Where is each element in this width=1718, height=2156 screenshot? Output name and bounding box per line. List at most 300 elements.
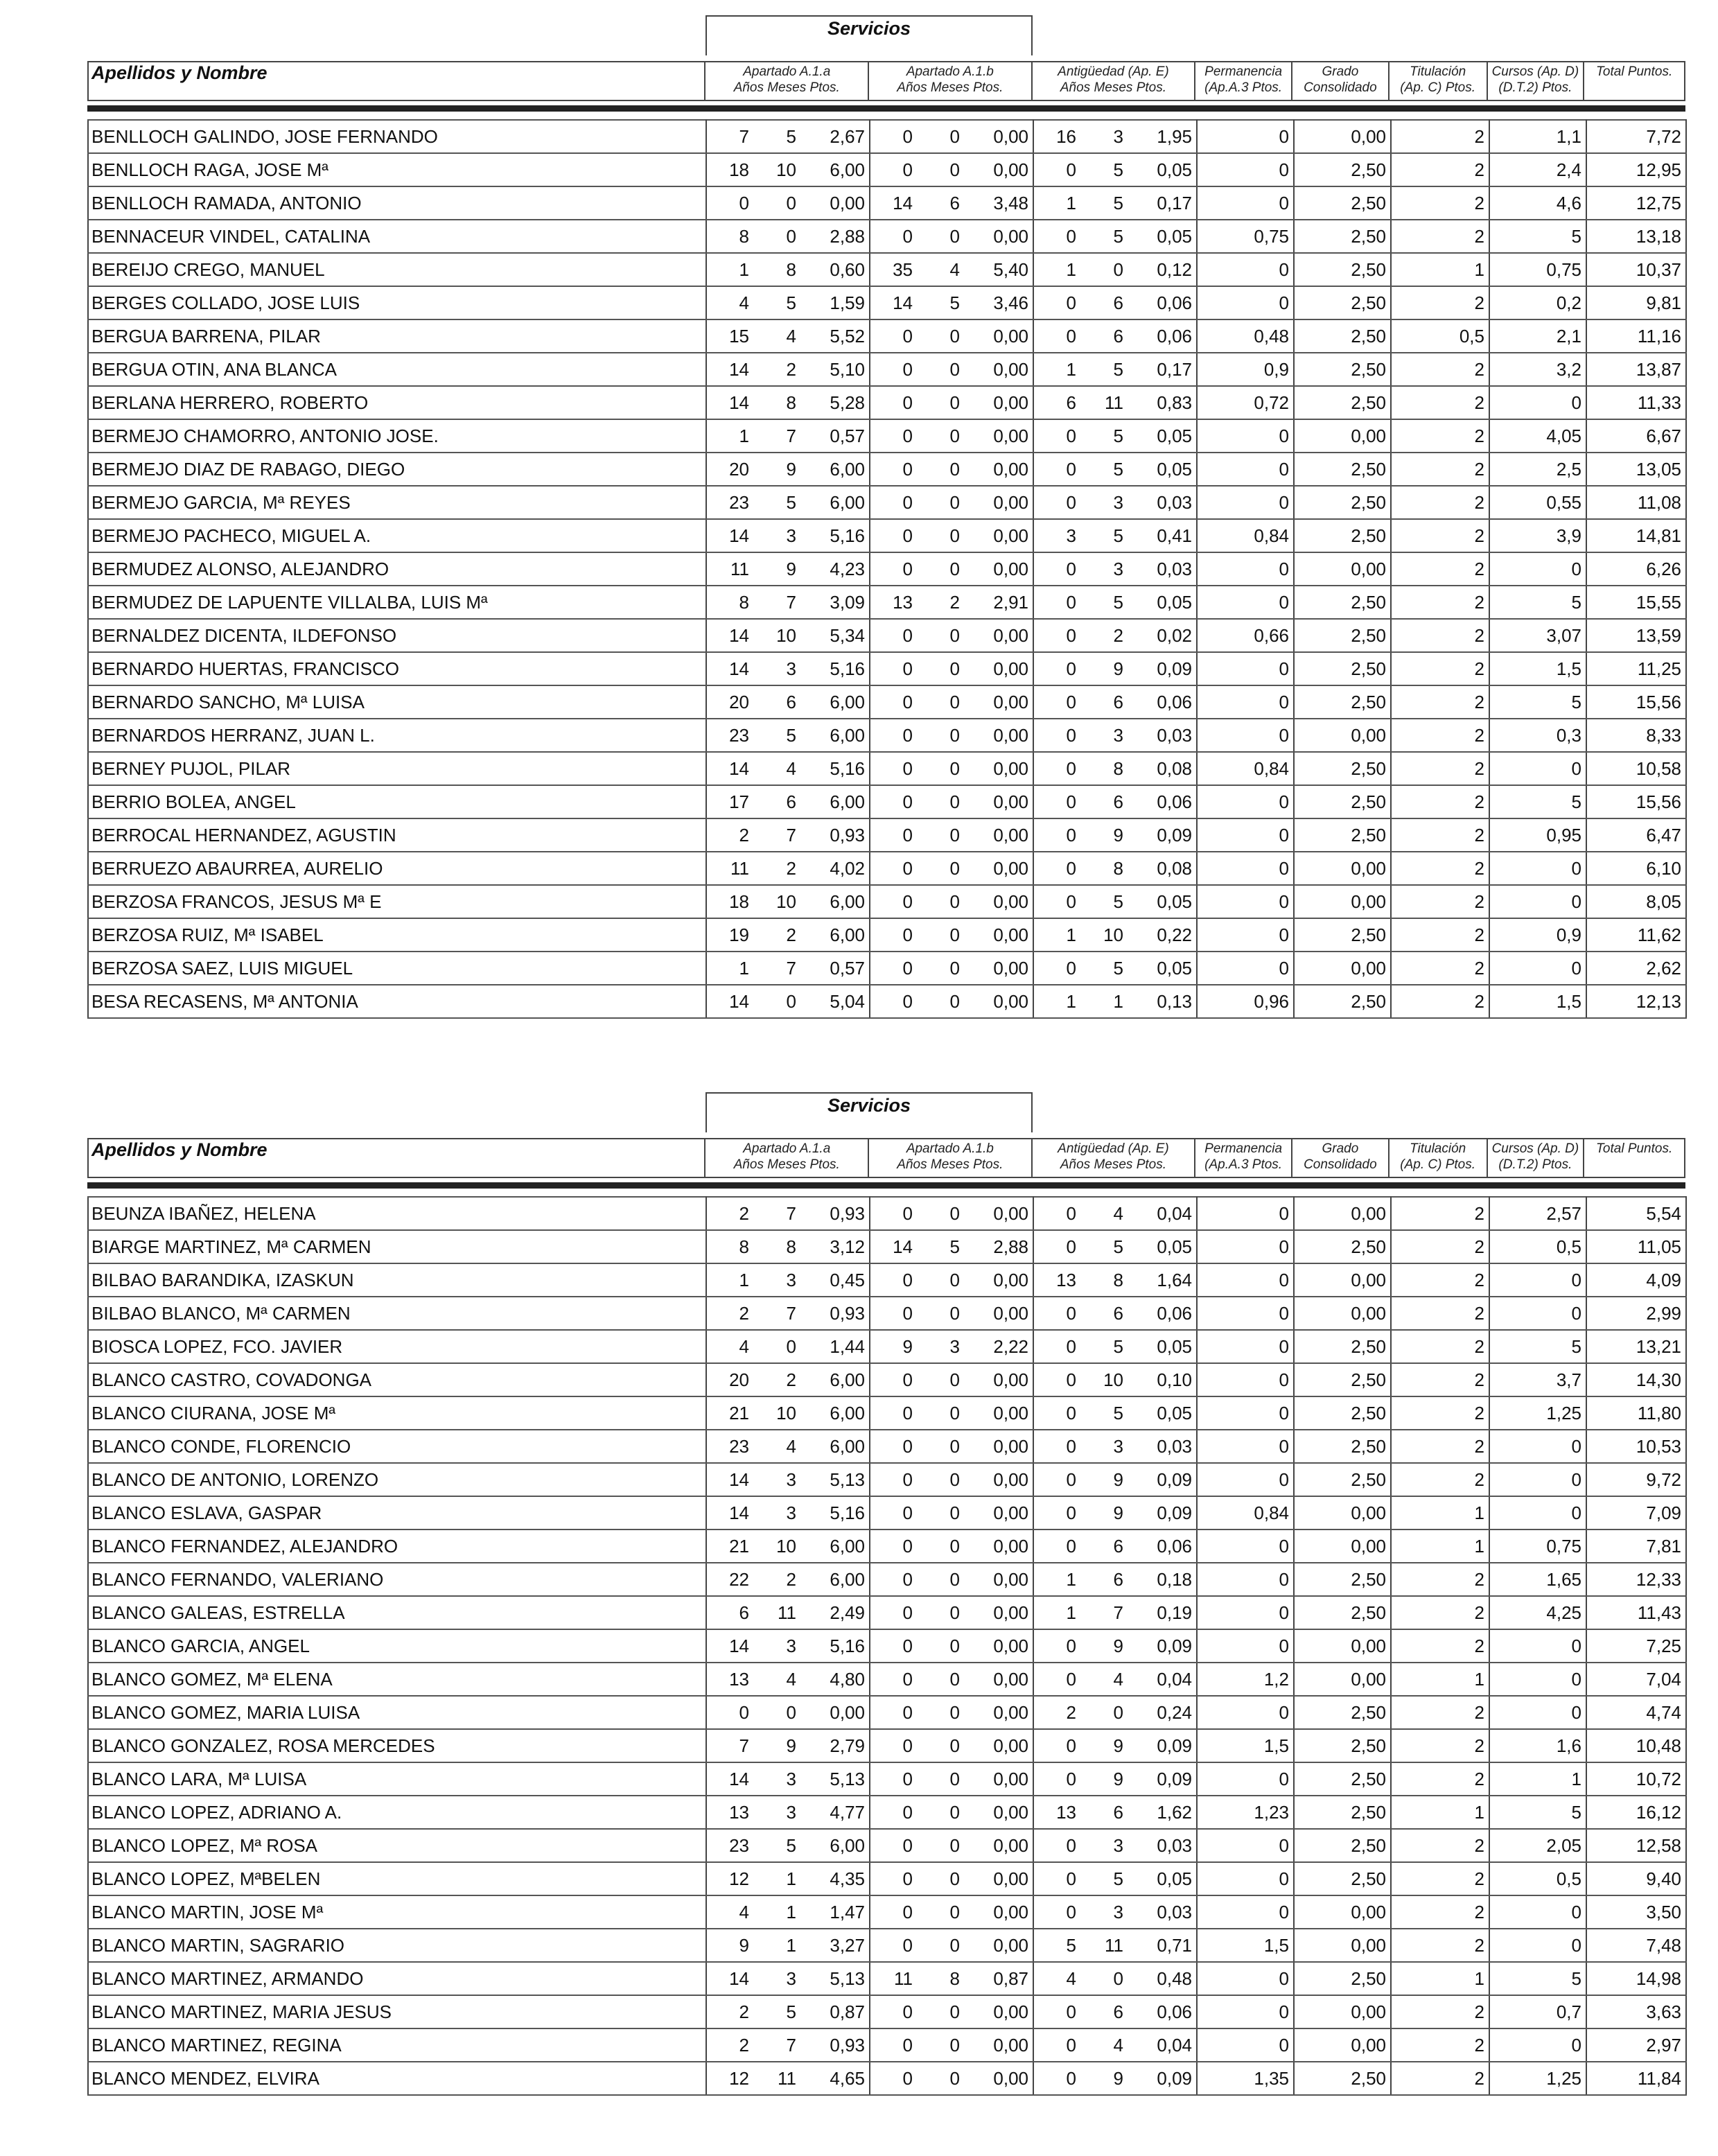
cell-name: BLANCO CONDE, FLORENCIO [88,1430,706,1463]
cell-cursos: 5 [1489,685,1586,719]
cell-a1b-ptos: 2,22 [964,1330,1033,1363]
cell-a1b-anos: 0 [870,1696,917,1729]
cell-name: BERMUDEZ DE LAPUENTE VILLALBA, LUIS Mª [88,586,706,619]
cell-a1b-meses: 0 [917,1463,964,1496]
cell-permanencia: 0,84 [1197,1496,1294,1530]
cell-permanencia: 1,2 [1197,1663,1294,1696]
cell-ant-ptos: 0,03 [1128,486,1197,519]
cell-total: 8,33 [1586,719,1686,752]
cell-a1a-anos: 21 [706,1530,753,1563]
cell-name: BLANCO FERNANDEZ, ALEJANDRO [88,1530,706,1563]
cell-a1b-meses: 0 [917,1297,964,1330]
cell-ant-meses: 5 [1080,153,1128,186]
table-row [88,2028,1686,2062]
cell-a1b-meses: 0 [917,552,964,586]
cell-a1a-meses: 10 [753,1396,800,1430]
cell-a1a-ptos: 6,00 [800,1530,870,1563]
cell-total: 6,47 [1586,818,1686,852]
cell-a1a-anos: 23 [706,1829,753,1862]
cell-ant-meses: 9 [1080,818,1128,852]
cell-ant-ptos: 1,64 [1128,1263,1197,1297]
cell-ant-meses: 3 [1080,1895,1128,1929]
cell-grado: 2,50 [1294,1596,1391,1629]
cell-a1a-meses: 7 [753,586,800,619]
cell-permanencia: 0 [1197,785,1294,818]
cell-titulacion: 2 [1391,186,1489,220]
cell-titulacion: 2 [1391,586,1489,619]
cell-name: BLANCO MARTIN, JOSE Mª [88,1895,706,1929]
cell-ant-anos: 1 [1033,1563,1080,1596]
cell-a1b-ptos: 0,00 [964,220,1033,253]
cell-a1b-ptos: 5,40 [964,253,1033,286]
cell-total: 13,05 [1586,453,1686,486]
cell-a1a-meses: 5 [753,1829,800,1862]
cell-total: 10,53 [1586,1430,1686,1463]
cell-name: BIOSCA LOPEZ, FCO. JAVIER [88,1330,706,1363]
cell-a1a-anos: 13 [706,1663,753,1696]
cell-ant-ptos: 0,06 [1128,319,1197,353]
cell-total: 7,72 [1586,120,1686,153]
cell-a1a-anos: 14 [706,519,753,552]
cell-permanencia: 0 [1197,253,1294,286]
cell-a1b-anos: 0 [870,1762,917,1796]
cell-a1b-anos: 0 [870,519,917,552]
cell-ant-ptos: 0,05 [1128,453,1197,486]
cell-cursos: 0,5 [1489,1862,1586,1895]
cell-ant-anos: 0 [1033,752,1080,785]
cell-ant-meses: 9 [1080,2062,1128,2095]
table-row [88,818,1686,852]
cell-ant-ptos: 0,05 [1128,220,1197,253]
cell-name: BERNEY PUJOL, PILAR [88,752,706,785]
cell-grado: 2,50 [1294,752,1391,785]
cell-cursos: 1,65 [1489,1563,1586,1596]
cell-a1b-meses: 0 [917,319,964,353]
cell-a1a-ptos: 6,00 [800,1396,870,1430]
cell-ant-anos: 0 [1033,952,1080,985]
cell-a1b-meses: 3 [917,1330,964,1363]
cell-grado: 2,50 [1294,1796,1391,1829]
cell-a1b-meses: 6 [917,186,964,220]
cell-a1a-ptos: 0,00 [800,1696,870,1729]
table-row [88,1330,1686,1363]
cell-a1a-meses: 10 [753,1530,800,1563]
cell-name: BERZOSA FRANCOS, JESUS Mª E [88,885,706,918]
cell-a1a-meses: 10 [753,153,800,186]
cell-titulacion: 2 [1391,353,1489,386]
cell-grado: 2,50 [1294,153,1391,186]
cell-a1b-ptos: 0,00 [964,453,1033,486]
cell-name: BERMEJO GARCIA, Mª REYES [88,486,706,519]
cell-a1a-ptos: 6,00 [800,1430,870,1463]
cell-cursos: 4,6 [1489,186,1586,220]
cell-permanencia: 0 [1197,586,1294,619]
cell-a1b-anos: 0 [870,985,917,1018]
cell-titulacion: 2 [1391,719,1489,752]
table-row [88,1663,1686,1696]
cell-titulacion: 2 [1391,619,1489,652]
cell-titulacion: 0,5 [1391,319,1489,353]
cell-ant-meses: 6 [1080,286,1128,319]
cell-titulacion: 2 [1391,286,1489,319]
cell-a1b-ptos: 0,00 [964,852,1033,885]
cell-ant-anos: 4 [1033,1962,1080,1995]
cell-a1b-ptos: 0,00 [964,386,1033,419]
cell-ant-meses: 3 [1080,552,1128,586]
cell-a1a-ptos: 6,00 [800,1363,870,1396]
cell-a1a-anos: 12 [706,2062,753,2095]
cell-a1a-anos: 14 [706,652,753,685]
cell-a1b-ptos: 0,00 [964,1563,1033,1596]
cell-ant-meses: 6 [1080,685,1128,719]
cell-ant-anos: 0 [1033,220,1080,253]
cell-a1a-ptos: 5,16 [800,752,870,785]
cell-cursos: 1,25 [1489,1396,1586,1430]
cell-cursos: 3,7 [1489,1363,1586,1396]
cell-ant-ptos: 0,03 [1128,552,1197,586]
cell-grado: 0,00 [1294,1663,1391,1696]
cell-a1b-anos: 0 [870,1430,917,1463]
cell-a1a-anos: 18 [706,885,753,918]
cell-ant-anos: 0 [1033,1862,1080,1895]
header-grado: Grado Consolidado [1292,62,1390,100]
cell-a1a-meses: 5 [753,486,800,519]
table-row [88,419,1686,453]
cell-a1a-meses: 3 [753,1762,800,1796]
cell-name: BERGUA BARRENA, PILAR [88,319,706,353]
cell-a1b-anos: 0 [870,1895,917,1929]
header-name: Apellidos y Nombre [89,62,705,100]
cell-permanencia: 0 [1197,1463,1294,1496]
cell-cursos: 4,25 [1489,1596,1586,1629]
cell-cursos: 1,25 [1489,2062,1586,2095]
cell-a1b-meses: 0 [917,985,964,1018]
cell-a1a-meses: 5 [753,286,800,319]
cell-name: BENLLOCH RAMADA, ANTONIO [88,186,706,220]
cell-a1a-anos: 14 [706,1463,753,1496]
header-cursos: Cursos (Ap. D) (D.T.2) Ptos. [1488,1139,1585,1177]
cell-a1b-anos: 0 [870,453,917,486]
cell-a1b-anos: 0 [870,1862,917,1895]
cell-ant-anos: 0 [1033,1297,1080,1330]
table-row [88,685,1686,719]
cell-ant-anos: 0 [1033,1762,1080,1796]
cell-a1b-meses: 0 [917,1762,964,1796]
cell-a1b-meses: 0 [917,885,964,918]
cell-ant-meses: 5 [1080,586,1128,619]
table-row [88,253,1686,286]
cell-a1b-ptos: 0,00 [964,2062,1033,2095]
cell-a1a-meses: 0 [753,186,800,220]
cell-a1b-anos: 0 [870,1563,917,1596]
cell-name: BLANCO MARTINEZ, MARIA JESUS [88,1995,706,2028]
cell-ant-ptos: 0,04 [1128,1197,1197,1230]
cell-grado: 2,50 [1294,1862,1391,1895]
cell-permanencia: 0 [1197,1563,1294,1596]
cell-ant-anos: 0 [1033,453,1080,486]
cell-a1b-meses: 0 [917,153,964,186]
table-row [88,785,1686,818]
cell-grado: 0,00 [1294,1297,1391,1330]
header-cursos: Cursos (Ap. D) (D.T.2) Ptos. [1488,62,1585,100]
cell-name: BERRUEZO ABAURREA, AURELIO [88,852,706,885]
cell-ant-meses: 9 [1080,1496,1128,1530]
cell-grado: 0,00 [1294,2028,1391,2062]
cell-cursos: 0 [1489,552,1586,586]
cell-permanencia: 0 [1197,1330,1294,1363]
cell-a1b-anos: 0 [870,419,917,453]
cell-titulacion: 2 [1391,1762,1489,1796]
cell-ant-meses: 3 [1080,120,1128,153]
cell-a1a-anos: 14 [706,386,753,419]
cell-ant-ptos: 0,05 [1128,1396,1197,1430]
cell-total: 10,72 [1586,1762,1686,1796]
cell-a1b-ptos: 0,00 [964,885,1033,918]
cell-ant-meses: 5 [1080,1330,1128,1363]
cell-a1b-ptos: 0,00 [964,1297,1033,1330]
cell-a1a-ptos: 6,00 [800,486,870,519]
cell-permanencia: 1,5 [1197,1729,1294,1762]
cell-permanencia: 0 [1197,1430,1294,1463]
cell-titulacion: 2 [1391,1430,1489,1463]
cell-grado: 2,50 [1294,486,1391,519]
header-divider [87,1182,1685,1189]
cell-a1b-meses: 0 [917,220,964,253]
cell-ant-anos: 0 [1033,1363,1080,1396]
cell-ant-meses: 5 [1080,220,1128,253]
cell-titulacion: 2 [1391,952,1489,985]
cell-ant-ptos: 0,09 [1128,1629,1197,1663]
cell-a1a-ptos: 4,65 [800,2062,870,2095]
cell-cursos: 4,05 [1489,419,1586,453]
table-row [88,1463,1686,1496]
cell-a1a-ptos: 5,10 [800,353,870,386]
cell-name: BLANCO FERNANDO, VALERIANO [88,1563,706,1596]
cell-ant-meses: 4 [1080,1663,1128,1696]
cell-ant-ptos: 0,06 [1128,1530,1197,1563]
cell-titulacion: 2 [1391,818,1489,852]
cell-a1b-meses: 0 [917,852,964,885]
cell-permanencia: 0 [1197,120,1294,153]
table-row [88,752,1686,785]
cell-ant-anos: 3 [1033,519,1080,552]
table-row [88,1563,1686,1596]
cell-titulacion: 2 [1391,486,1489,519]
table-row [88,1629,1686,1663]
table-row [88,552,1686,586]
cell-total: 11,25 [1586,652,1686,685]
cell-a1b-meses: 0 [917,1929,964,1962]
cell-name: BERROCAL HERNANDEZ, AGUSTIN [88,818,706,852]
cell-a1b-anos: 0 [870,818,917,852]
cell-a1a-anos: 23 [706,1430,753,1463]
cell-permanencia: 0 [1197,1995,1294,2028]
cell-a1b-meses: 0 [917,752,964,785]
cell-permanencia: 0,72 [1197,386,1294,419]
cell-ant-anos: 1 [1033,918,1080,952]
cell-grado: 2,50 [1294,619,1391,652]
cell-name: BLANCO MARTINEZ, ARMANDO [88,1962,706,1995]
cell-ant-meses: 6 [1080,1796,1128,1829]
cell-total: 13,21 [1586,1330,1686,1363]
cell-permanencia: 0 [1197,952,1294,985]
cell-a1a-ptos: 6,00 [800,1829,870,1862]
cell-a1a-anos: 14 [706,353,753,386]
cell-ant-anos: 0 [1033,2028,1080,2062]
table-row [88,652,1686,685]
cell-a1b-anos: 0 [870,885,917,918]
cell-a1b-anos: 14 [870,1230,917,1263]
cell-a1b-meses: 5 [917,1230,964,1263]
cell-a1a-meses: 7 [753,952,800,985]
cell-a1a-meses: 6 [753,685,800,719]
cell-cursos: 2,5 [1489,453,1586,486]
cell-ant-ptos: 0,06 [1128,685,1197,719]
cell-ant-meses: 5 [1080,885,1128,918]
cell-a1a-anos: 14 [706,985,753,1018]
cell-a1b-meses: 4 [917,253,964,286]
cell-permanencia: 0 [1197,486,1294,519]
cell-a1a-meses: 6 [753,785,800,818]
cell-permanencia: 0 [1197,918,1294,952]
cell-a1b-ptos: 0,00 [964,1263,1033,1297]
cell-ant-meses: 0 [1080,1962,1128,1995]
cell-permanencia: 0,75 [1197,220,1294,253]
cell-ant-anos: 1 [1033,253,1080,286]
cell-name: BILBAO BARANDIKA, IZASKUN [88,1263,706,1297]
cell-a1b-meses: 0 [917,1563,964,1596]
cell-a1b-anos: 0 [870,1596,917,1629]
cell-a1b-meses: 0 [917,952,964,985]
cell-grado: 2,50 [1294,685,1391,719]
cell-a1b-ptos: 3,46 [964,286,1033,319]
cell-a1a-ptos: 2,67 [800,120,870,153]
cell-total: 9,40 [1586,1862,1686,1895]
cell-a1a-ptos: 0,87 [800,1995,870,2028]
cell-ant-ptos: 0,09 [1128,1762,1197,1796]
cell-a1a-anos: 7 [706,1729,753,1762]
cell-name: BLANCO CASTRO, COVADONGA [88,1363,706,1396]
cell-name: BIARGE MARTINEZ, Mª CARMEN [88,1230,706,1263]
cell-grado: 0,00 [1294,552,1391,586]
cell-a1b-anos: 0 [870,1496,917,1530]
cell-a1a-anos: 1 [706,419,753,453]
cell-titulacion: 2 [1391,1596,1489,1629]
cell-cursos: 0 [1489,1929,1586,1962]
cell-a1a-anos: 2 [706,1197,753,1230]
cell-ant-meses: 5 [1080,519,1128,552]
cell-name: BLANCO GALEAS, ESTRELLA [88,1596,706,1629]
cell-permanencia: 0 [1197,818,1294,852]
cell-name: BERNALDEZ DICENTA, ILDEFONSO [88,619,706,652]
cell-a1a-meses: 1 [753,1929,800,1962]
cell-titulacion: 2 [1391,1263,1489,1297]
cell-total: 14,81 [1586,519,1686,552]
cell-ant-ptos: 0,05 [1128,1862,1197,1895]
table-row [88,1530,1686,1563]
cell-a1a-anos: 0 [706,1696,753,1729]
cell-a1b-ptos: 0,00 [964,153,1033,186]
header-permanencia: Permanencia (Ap.A.3 Ptos. [1195,62,1292,100]
cell-ant-ptos: 0,02 [1128,619,1197,652]
cell-titulacion: 2 [1391,1396,1489,1430]
cell-total: 10,48 [1586,1729,1686,1762]
cell-total: 12,58 [1586,1829,1686,1862]
column-header [87,1138,1685,1178]
cell-name: BLANCO GOMEZ, MARIA LUISA [88,1696,706,1729]
cell-a1b-ptos: 0,00 [964,2028,1033,2062]
cell-ant-anos: 0 [1033,852,1080,885]
cell-a1a-anos: 11 [706,852,753,885]
cell-ant-meses: 6 [1080,319,1128,353]
cell-name: BERNARDO SANCHO, Mª LUISA [88,685,706,719]
cell-a1b-ptos: 0,00 [964,818,1033,852]
table-row [88,386,1686,419]
cell-cursos: 2,1 [1489,319,1586,353]
cell-a1b-meses: 0 [917,1862,964,1895]
table-row [88,1297,1686,1330]
cell-name: BLANCO LOPEZ, ADRIANO A. [88,1796,706,1829]
cell-a1b-meses: 0 [917,2028,964,2062]
cell-ant-ptos: 1,95 [1128,120,1197,153]
cell-ant-meses: 0 [1080,253,1128,286]
cell-ant-anos: 2 [1033,1696,1080,1729]
cell-a1a-ptos: 5,34 [800,619,870,652]
cell-cursos: 5 [1489,785,1586,818]
cell-ant-meses: 10 [1080,1363,1128,1396]
table-row [88,1197,1686,1230]
cell-a1a-meses: 7 [753,1297,800,1330]
cell-grado: 2,50 [1294,353,1391,386]
cell-a1b-ptos: 0,00 [964,752,1033,785]
cell-ant-ptos: 0,18 [1128,1563,1197,1596]
cell-permanencia: 0 [1197,1762,1294,1796]
cell-a1b-anos: 0 [870,619,917,652]
cell-ant-meses: 9 [1080,652,1128,685]
cell-total: 2,62 [1586,952,1686,985]
cell-cursos: 0 [1489,1663,1586,1696]
cell-a1a-ptos: 5,13 [800,1463,870,1496]
cell-grado: 2,50 [1294,519,1391,552]
cell-grado: 0,00 [1294,1263,1391,1297]
cell-a1a-ptos: 0,93 [800,1197,870,1230]
cell-a1b-anos: 13 [870,586,917,619]
cell-grado: 2,50 [1294,1762,1391,1796]
cell-titulacion: 2 [1391,386,1489,419]
cell-a1a-meses: 8 [753,1230,800,1263]
cell-total: 2,99 [1586,1297,1686,1330]
cell-total: 15,55 [1586,586,1686,619]
cell-ant-meses: 7 [1080,1596,1128,1629]
cell-ant-meses: 9 [1080,1729,1128,1762]
cell-total: 12,75 [1586,186,1686,220]
cell-ant-ptos: 0,10 [1128,1363,1197,1396]
cell-a1b-anos: 14 [870,286,917,319]
cell-a1a-ptos: 5,52 [800,319,870,353]
cell-a1b-meses: 2 [917,586,964,619]
cell-name: BERGES COLLADO, JOSE LUIS [88,286,706,319]
cell-ant-ptos: 0,83 [1128,386,1197,419]
table-row [88,1895,1686,1929]
cell-a1b-ptos: 0,00 [964,1862,1033,1895]
cell-ant-anos: 0 [1033,1995,1080,2028]
cell-a1a-ptos: 5,04 [800,985,870,1018]
cell-titulacion: 1 [1391,1796,1489,1829]
cell-a1b-meses: 0 [917,1363,964,1396]
table-row [88,985,1686,1018]
table-row [88,519,1686,552]
cell-cursos: 1,1 [1489,120,1586,153]
